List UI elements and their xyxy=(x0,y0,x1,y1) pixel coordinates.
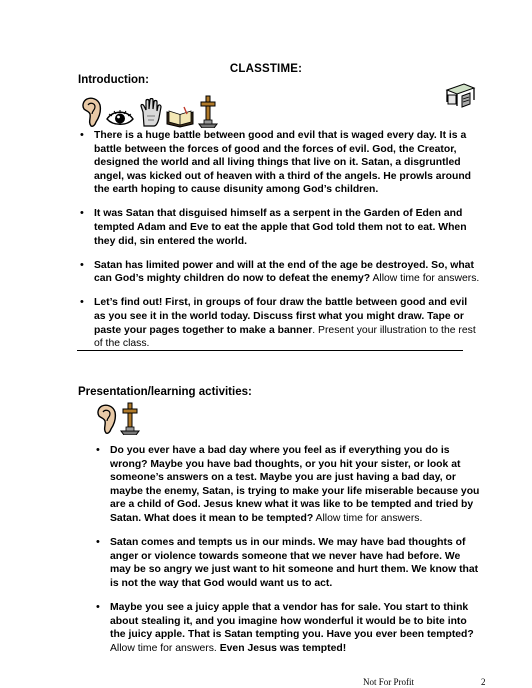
list-item: • Maybe you see a juicy apple that a vendor has for sale. You start to think about stealing it, and you imagine how wonderful it would be to bite into the juicy apple. That is Satan tempting you. Have you ever been tempted? Allow time for answers. Even Jesus was tempted! xyxy=(96,601,482,655)
list-item: • There is a huge battle between good and evil that is waged every day. It is a battle between the forces of good and the forces of evil. God, the Creator, designed the world and all living things that live on it. Satan, a disgruntled angel, was kicked out of heaven with a third of the angels. He prowls around the earth hoping to cause disunity among God’s children. xyxy=(80,129,480,197)
list-item: • Do you ever have a bad day where you feel as if everything you do is wrong? Maybe you have bad thoughts, or you hit your sister, or look at someone’s answers on a test. Maybe you are just having a bad day, or maybe the enemy, Satan, is trying to make your life miserable because you are a child of God. Jesus knew what it was like to be tempted and tried by Satan. What does it mean to be tempted? Allow time for answers. xyxy=(96,444,482,526)
ear-icon xyxy=(80,96,102,128)
ear-icon xyxy=(95,403,117,435)
desk-icon xyxy=(444,80,476,110)
list-item: • Let’s find out! First, in groups of four draw the battle between good and evil as you see it in the world today. Discuss first what you might draw. Tape or paste your pages together to make a banner. Present your illustration to the rest of the class. xyxy=(80,296,480,350)
presentation-bullet-list xyxy=(96,444,482,666)
page-title: CLASSTIME: xyxy=(229,63,303,75)
footer-text: Not For Profit xyxy=(363,677,415,687)
intro-icon-row xyxy=(80,94,218,128)
list-item: • It was Satan that disguised himself as a serpent in the Garden of Eden and tempted Adam and Eve to eat the apple that God told them not to eat. When they did, sin entered the world. xyxy=(80,207,480,248)
corner-icon-wrap xyxy=(444,80,476,110)
list-item: • Satan comes and tempts us in our minds. We may have bad thoughts of anger or violence towards someone that we never have had before. We may be so angry we just want to hit someone and hurt them. We know that is not the way that God would want us to act. xyxy=(96,536,482,590)
intro-bullet-list xyxy=(80,129,480,361)
intro-heading: Introduction: xyxy=(78,74,149,86)
hand-icon xyxy=(138,98,162,128)
presentation-heading: Presentation/learning activities: xyxy=(78,386,252,398)
presentation-icon-row xyxy=(95,401,140,435)
eye-icon xyxy=(105,108,135,128)
cross-icon xyxy=(120,401,140,435)
list-item: • Satan has limited power and will at the end of the age be destroyed. So, what can God’s mighty children do now to defeat the enemy? Allow time for answers. xyxy=(80,259,480,286)
bible-icon xyxy=(165,106,195,128)
section-divider xyxy=(77,350,463,351)
page-number: 2 xyxy=(481,677,486,687)
cross-icon xyxy=(198,94,218,128)
